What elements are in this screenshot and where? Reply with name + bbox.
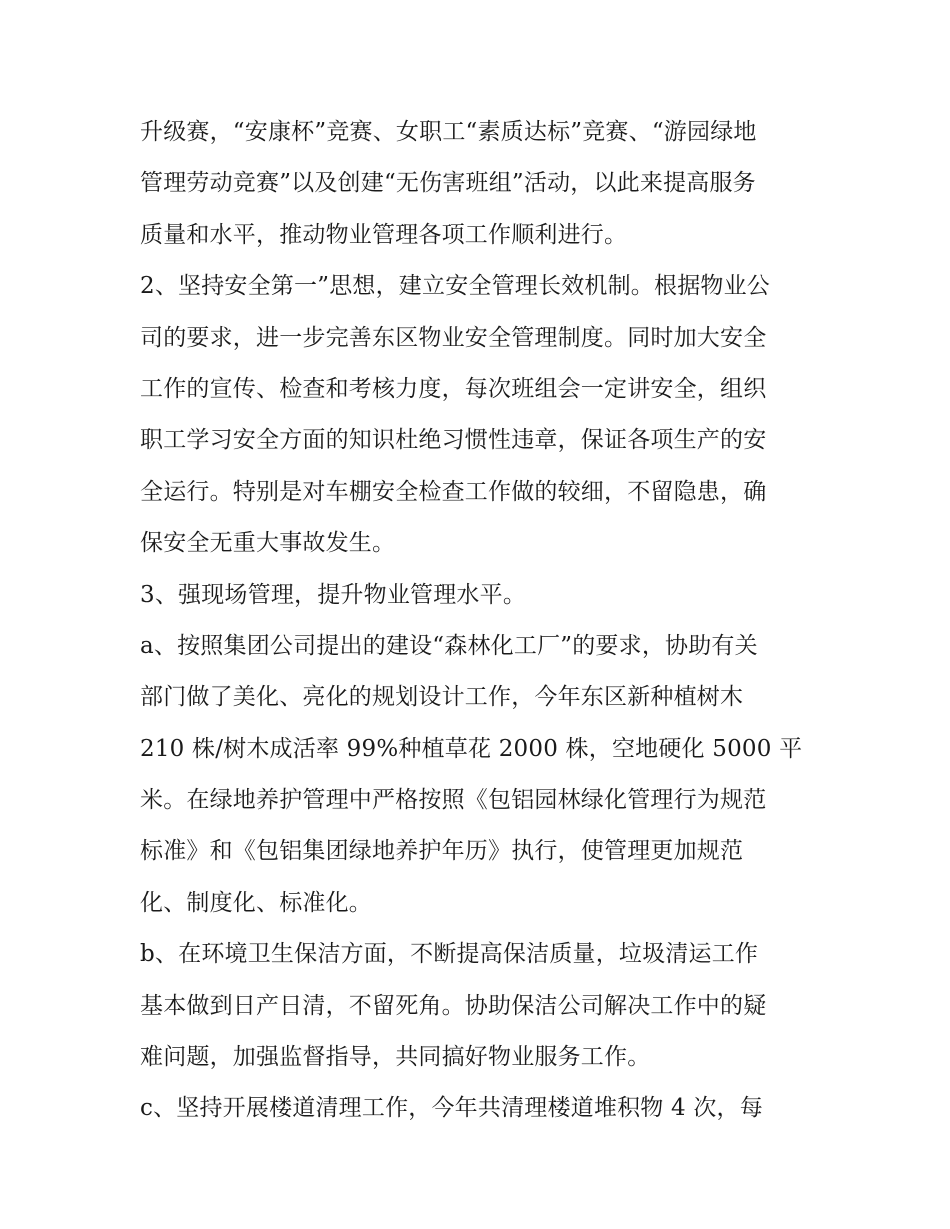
- text-line-5: 司的要求，进一步完善东区物业安全管理制度。同时加大安全: [140, 324, 767, 351]
- text-line-9: 保安全无重大事故发生。: [140, 530, 396, 557]
- text-line-2: 管理劳动竞赛”以及创建“无伤害班组”活动，以此来提高服务: [140, 170, 756, 197]
- text-line-15: 标准》和《包铝集团绿地养护年历》执行，使管理更加规范: [140, 838, 744, 865]
- document-body: [140, 107, 820, 1135]
- text-line-10: 3、强现场管理，提升物业管理水平。: [140, 581, 527, 608]
- text-line-4: 2、坚持安全第一”思想，建立安全管理长效机制。根据物业公: [140, 273, 770, 300]
- text-line-14: 米。在绿地养护管理中严格按照《包铝园林绿化管理行为规范: [140, 787, 767, 814]
- text-line-19: 难问题，加强监督指导，共同搞好物业服务工作。: [140, 1044, 651, 1071]
- text-line-11: a、按照集团公司提出的建设“森林化工厂”的要求，协助有关: [140, 632, 758, 659]
- text-line-7: 职工学习安全方面的知识杜绝习惯性违章，保证各项生产的安: [140, 427, 767, 454]
- text-line-1: 升级赛，“安康杯”竞赛、女职工“素质达标”竞赛、“游园绿地: [140, 119, 757, 145]
- text-line-3: 质量和水平，推动物业管理各项工作顺利进行。: [140, 221, 628, 248]
- text-line-20: c、坚持开展楼道清理工作，今年共清理楼道堆积物 4 次，每: [140, 1095, 763, 1122]
- text-line-13: 210 株/树木成活率 99%种植草花 2000 株，空地硬化 5000 平: [140, 735, 803, 762]
- text-line-12: 部门做了美化、亮化的规划设计工作，今年东区新种植树木: [140, 684, 744, 711]
- text-line-16: 化、制度化、标准化。: [140, 889, 372, 916]
- text-line-8: 全运行。特别是对车棚安全检查工作做的较细，不留隐患，确: [140, 478, 767, 505]
- text-line-18: 基本做到日产日清，不留死角。协助保洁公司解决工作中的疑: [140, 992, 767, 1019]
- text-line-17: b、在环境卫生保洁方面，不断提高保洁质量，垃圾清运工作: [140, 941, 759, 968]
- text-line-6: 工作的宣传、检查和考核力度，每次班组会一定讲安全，组织: [140, 375, 767, 402]
